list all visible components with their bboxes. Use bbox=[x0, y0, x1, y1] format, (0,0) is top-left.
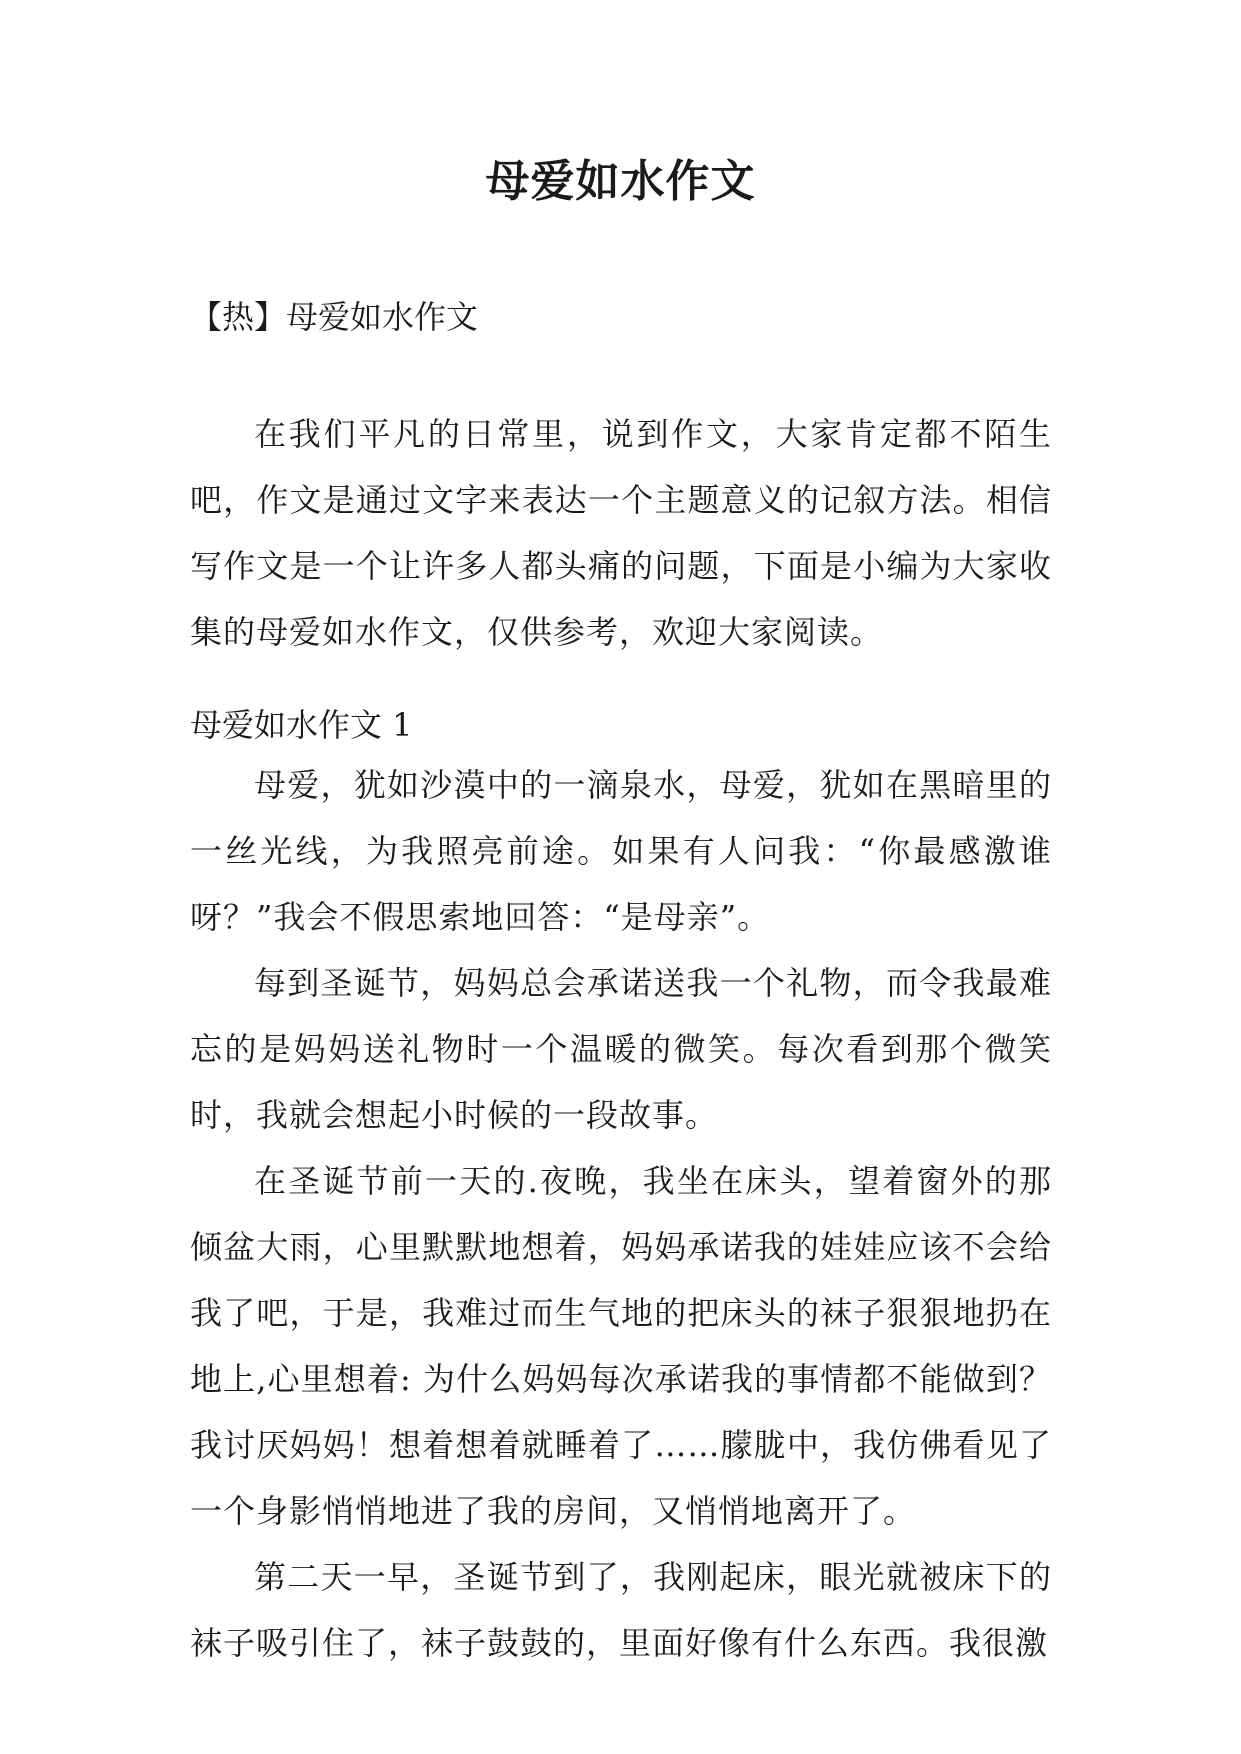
document-title: 母爱如水作文 bbox=[485, 156, 756, 207]
section-heading: 母爱如水作文 1 bbox=[190, 706, 413, 744]
document-subtitle: 【热】母爱如水作文 bbox=[190, 298, 479, 336]
intro-block bbox=[190, 401, 1052, 665]
essay-paragraph-2: 每到圣诞节，妈妈总会承诺送我一个礼物，而令我最难忘的是妈妈送礼物时一个温暖的微笑。每次看到那个微笑时，我就会想起小时候的一段故事。 bbox=[190, 964, 1052, 1134]
essay-paragraph-1: 母爱，犹如沙漠中的一滴泉水，母爱，犹如在黑暗里的一丝光线，为我照亮前途。如果有人问我：“你最感激谁呀？”我会不假思索地回答：“是母亲”。 bbox=[190, 766, 1052, 936]
intro-paragraph: 在我们平凡的日常里，说到作文，大家肯定都不陌生吧，作文是通过文字来表达一个主题意义的记叙方法。相信写作文是一个让许多人都头痛的问题，下面是小编为大家收集的母爱如水作文，仅供参考，欢迎大家阅读。 bbox=[190, 415, 1052, 651]
essay-paragraph-4: 第二天一早，圣诞节到了，我刚起床，眼光就被床下的袜子吸引住了，袜子鼓鼓的，里面好像有什么东西。我很激 bbox=[190, 1558, 1052, 1662]
essay-body bbox=[190, 752, 1052, 1676]
essay-paragraph-3: 在圣诞节前一天的.夜晚，我坐在床头，望着窗外的那倾盆大雨，心里默默地想着，妈妈承诺我的娃娃应该不会给我了吧，于是，我难过而生气地的把床头的袜子狠狠地扔在地上,心里想着: 为什么妈妈每次承诺我的事情都不能做到？我讨厌妈妈！想着想着就睡着了……朦胧中，我仿佛看见了一个身影悄悄地进了我的房间，又悄悄地离开了。 bbox=[190, 1162, 1052, 1530]
